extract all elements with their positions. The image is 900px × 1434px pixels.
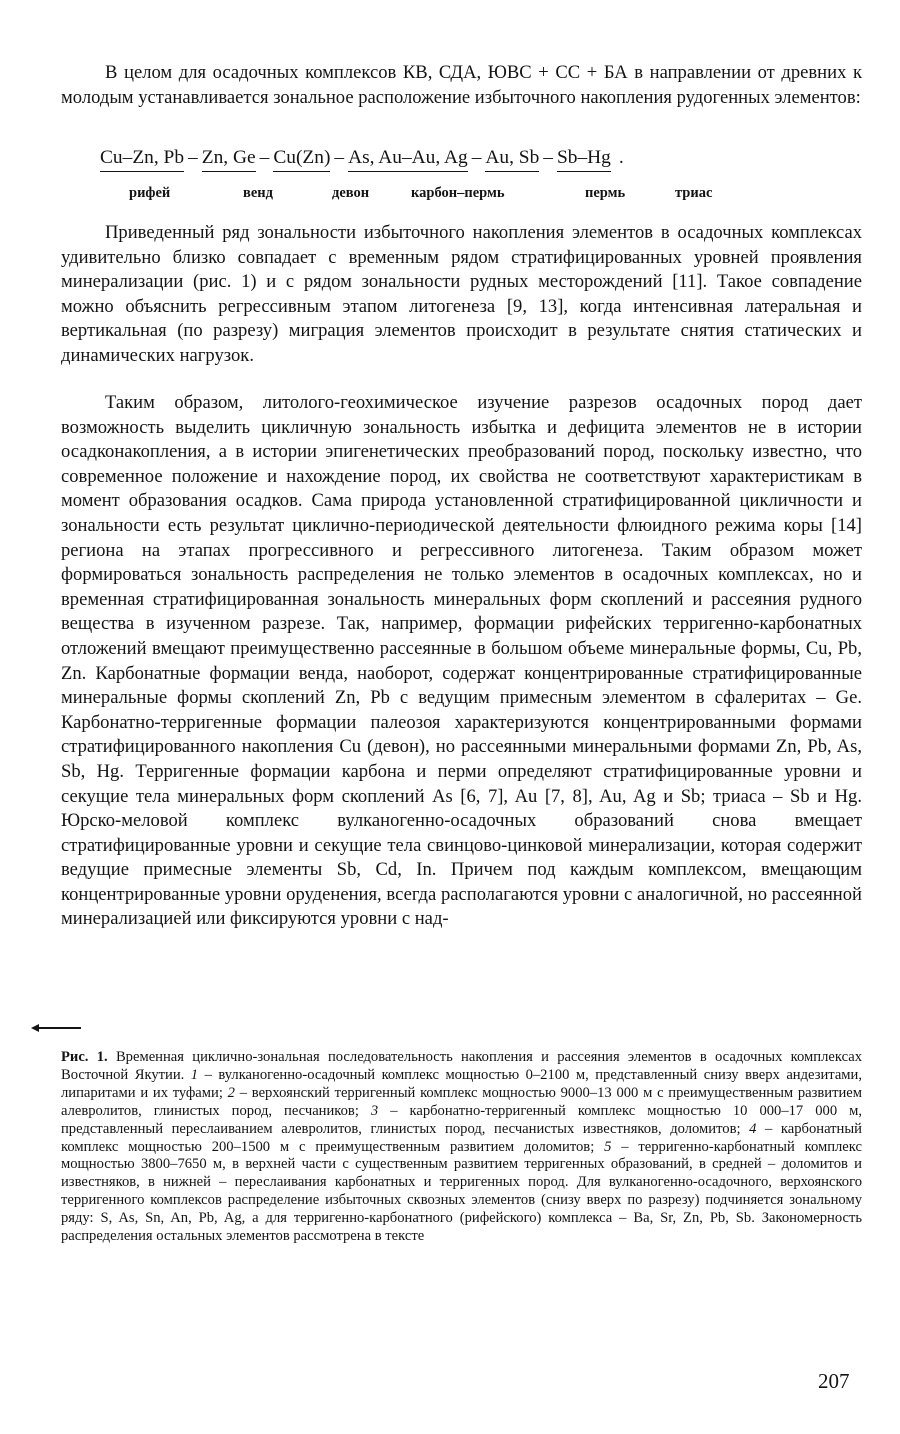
caption-item-number: 1 (190, 1066, 199, 1083)
age-label: карбон–пермь (411, 185, 505, 201)
caption-item-number: 2 (227, 1084, 235, 1101)
series-separator: – (188, 147, 198, 168)
caption-item-number: 3 (370, 1102, 379, 1119)
caption-item-text: – карбонатный комплекс мощностью 200–1500 м с преимущественным развитием доломитов; (61, 1120, 862, 1155)
third-paragraph: Таким образом, литолого-геохимическое изучение разрезов осадочных пород дает возможность выделить цикличную зональность избытка и дефицита элементов не в истории осадконакопления, а в истории эпигенетических преобразований пород, поскольку известно, что современное положение и нахождение пород, их свойства не соответствуют характеристикам в момент образования осадков. Сама природа установленной стратифицированной цикличности и зональности есть результат циклично-периодической деятельности флюидного режима коры [14] региона на этапах прогрессивного и регрессивного литогенеза. Таким образом может формироваться зональность распределения не только элементов в осадочных комплексах, но и временная стратифицированная зональность минеральных форм скоплений и рассеяния рудного вещества в изученном разрезе. Так, например, формации рифейских терригенно-карбонатных отложений вмещают преимущественно рассеянные в большом объеме минеральные формы, Cu, Pb, Zn. Карбонатные формации венда, наоборот, содержат концентрированные стратифицированные минеральные формы скоплений Zn, Pb с ведущим примесным элементом в сфалеритах – Ge. Карбонатно-терригенные формации палеозоя характеризуются концентрированными формами стратифицированного накопления Cu (девон), но рассеянными минеральными формами Zn, Pb, As, Sb, Hg. Терригенные формации карбона и перми определяют стратифицированные уровни и секущие тела минеральных форм скоплений As [6, 7], Au [7, 8], Au, Ag и Sb; триаса – Sb и Hg. Юрско-меловой комплекс вулканогенно-осадочных образований снова вмещает стратифицированные уровни и секущие тела свинцово-цинковой минерализации, которая содержит ведущие примесные элементы Sb, Cd, In. Причем под каждым комплексом, вмещающим концентрированные уровни оруденения, всегда располагаются уровни с аналогичной, но рассеянной минерализацией или фиксируются уровни с над- (61, 392, 862, 930)
series-terminator: . (618, 147, 624, 168)
caption-closing: Для вулканогенно-осадочного, верхоянского терригенного комплексов распределение избыточных сквозных элементов (снизу вверх по разрезу) подчиняется зональному ряду: S, As, Sn, An, Pb, Ag, а для терригенно-карбонатного (рифейского) комплекса – Ba, Sr, Zn, Pb, Sb. Закономерность распределения остальных элементов рассмотрена в тексте (61, 1174, 863, 1245)
figure-label: Рис. 1. (61, 1049, 108, 1065)
figure-caption (61, 1049, 862, 1246)
caption-item-text: – вулканогенно-осадочный комплекс мощностью 0–2100 м, представленный снизу вверх андезитами, липаритами и их туфами; (61, 1066, 862, 1101)
age-label: девон (332, 185, 370, 201)
series-group: Cu(Zn) (273, 146, 330, 172)
caption-item-text: – карбонатно-терригенный комплекс мощностью 10 000–17 000 м, представленный переслаиванием алевролитов, глинистых пород, песчанистых известняков, доломитов; (61, 1102, 862, 1137)
intro-paragraph: В целом для осадочных комплексов КВ, СДА, ЮВС + СС + БА в направлении от древних к молодым устанавливается зональное расположение избыточного накопления рудогенных элементов: (61, 62, 862, 108)
footnote-arrow-divider (33, 1027, 81, 1029)
caption-intro: Временная циклично-зональная последовательность накопления и рассеяния элементов в осадочных комплексах Восточной Якутии. (61, 1049, 862, 1083)
series-group: Cu–Zn, Pb (100, 146, 184, 172)
caption-item-text: – терригенно-карбонатный комплекс мощностью 3800–7650 м, в верхней части с существенным развитием терригенных образований, в средней – доломитов и известняков, в нижней – переслаивания карбонатных и терригенных пород. (61, 1138, 862, 1191)
series-age-labels (0, 185, 900, 205)
series-group: Sb–Hg (557, 146, 611, 172)
age-label: рифей (129, 185, 171, 201)
series-separator: – (543, 147, 553, 168)
caption-item-number: 5 (604, 1138, 612, 1155)
second-paragraph: Приведенный ряд зональности избыточного накопления элементов в осадочных комплексах удивительно близко совпадает с временным рядом стратифицированных уровней проявления минерализации (рис. 1) и с рядом зональности рудных месторождений [11]. Такое совпадение можно объяснить регрессивным этапом литогенеза [9, 13], когда интенсивная латеральная и вертикальная (по разрезу) миграция элементов происходит в результате снятия статических и динамических нагрузок. (61, 222, 862, 366)
series-group: As, Au–Au, Ag (348, 146, 468, 172)
age-label: триас (675, 185, 713, 201)
age-label: пермь (585, 185, 626, 201)
series-separator: – (259, 147, 270, 168)
caption-item-text: – верхоянский терригенный комплекс мощностью 9000–13 000 м с преимущественным развитием алевролитов, глинистых пород, песчаников; (61, 1084, 862, 1119)
caption-item-number: 4 (749, 1120, 757, 1137)
series-group: Zn, Ge (202, 146, 256, 172)
age-label: венд (243, 185, 273, 201)
series-group: Au, Sb (485, 146, 539, 172)
series-separator: – (334, 147, 345, 168)
page-number: 207 (818, 1369, 850, 1393)
zonal-series-formula (100, 146, 624, 172)
series-separator: – (471, 147, 482, 168)
